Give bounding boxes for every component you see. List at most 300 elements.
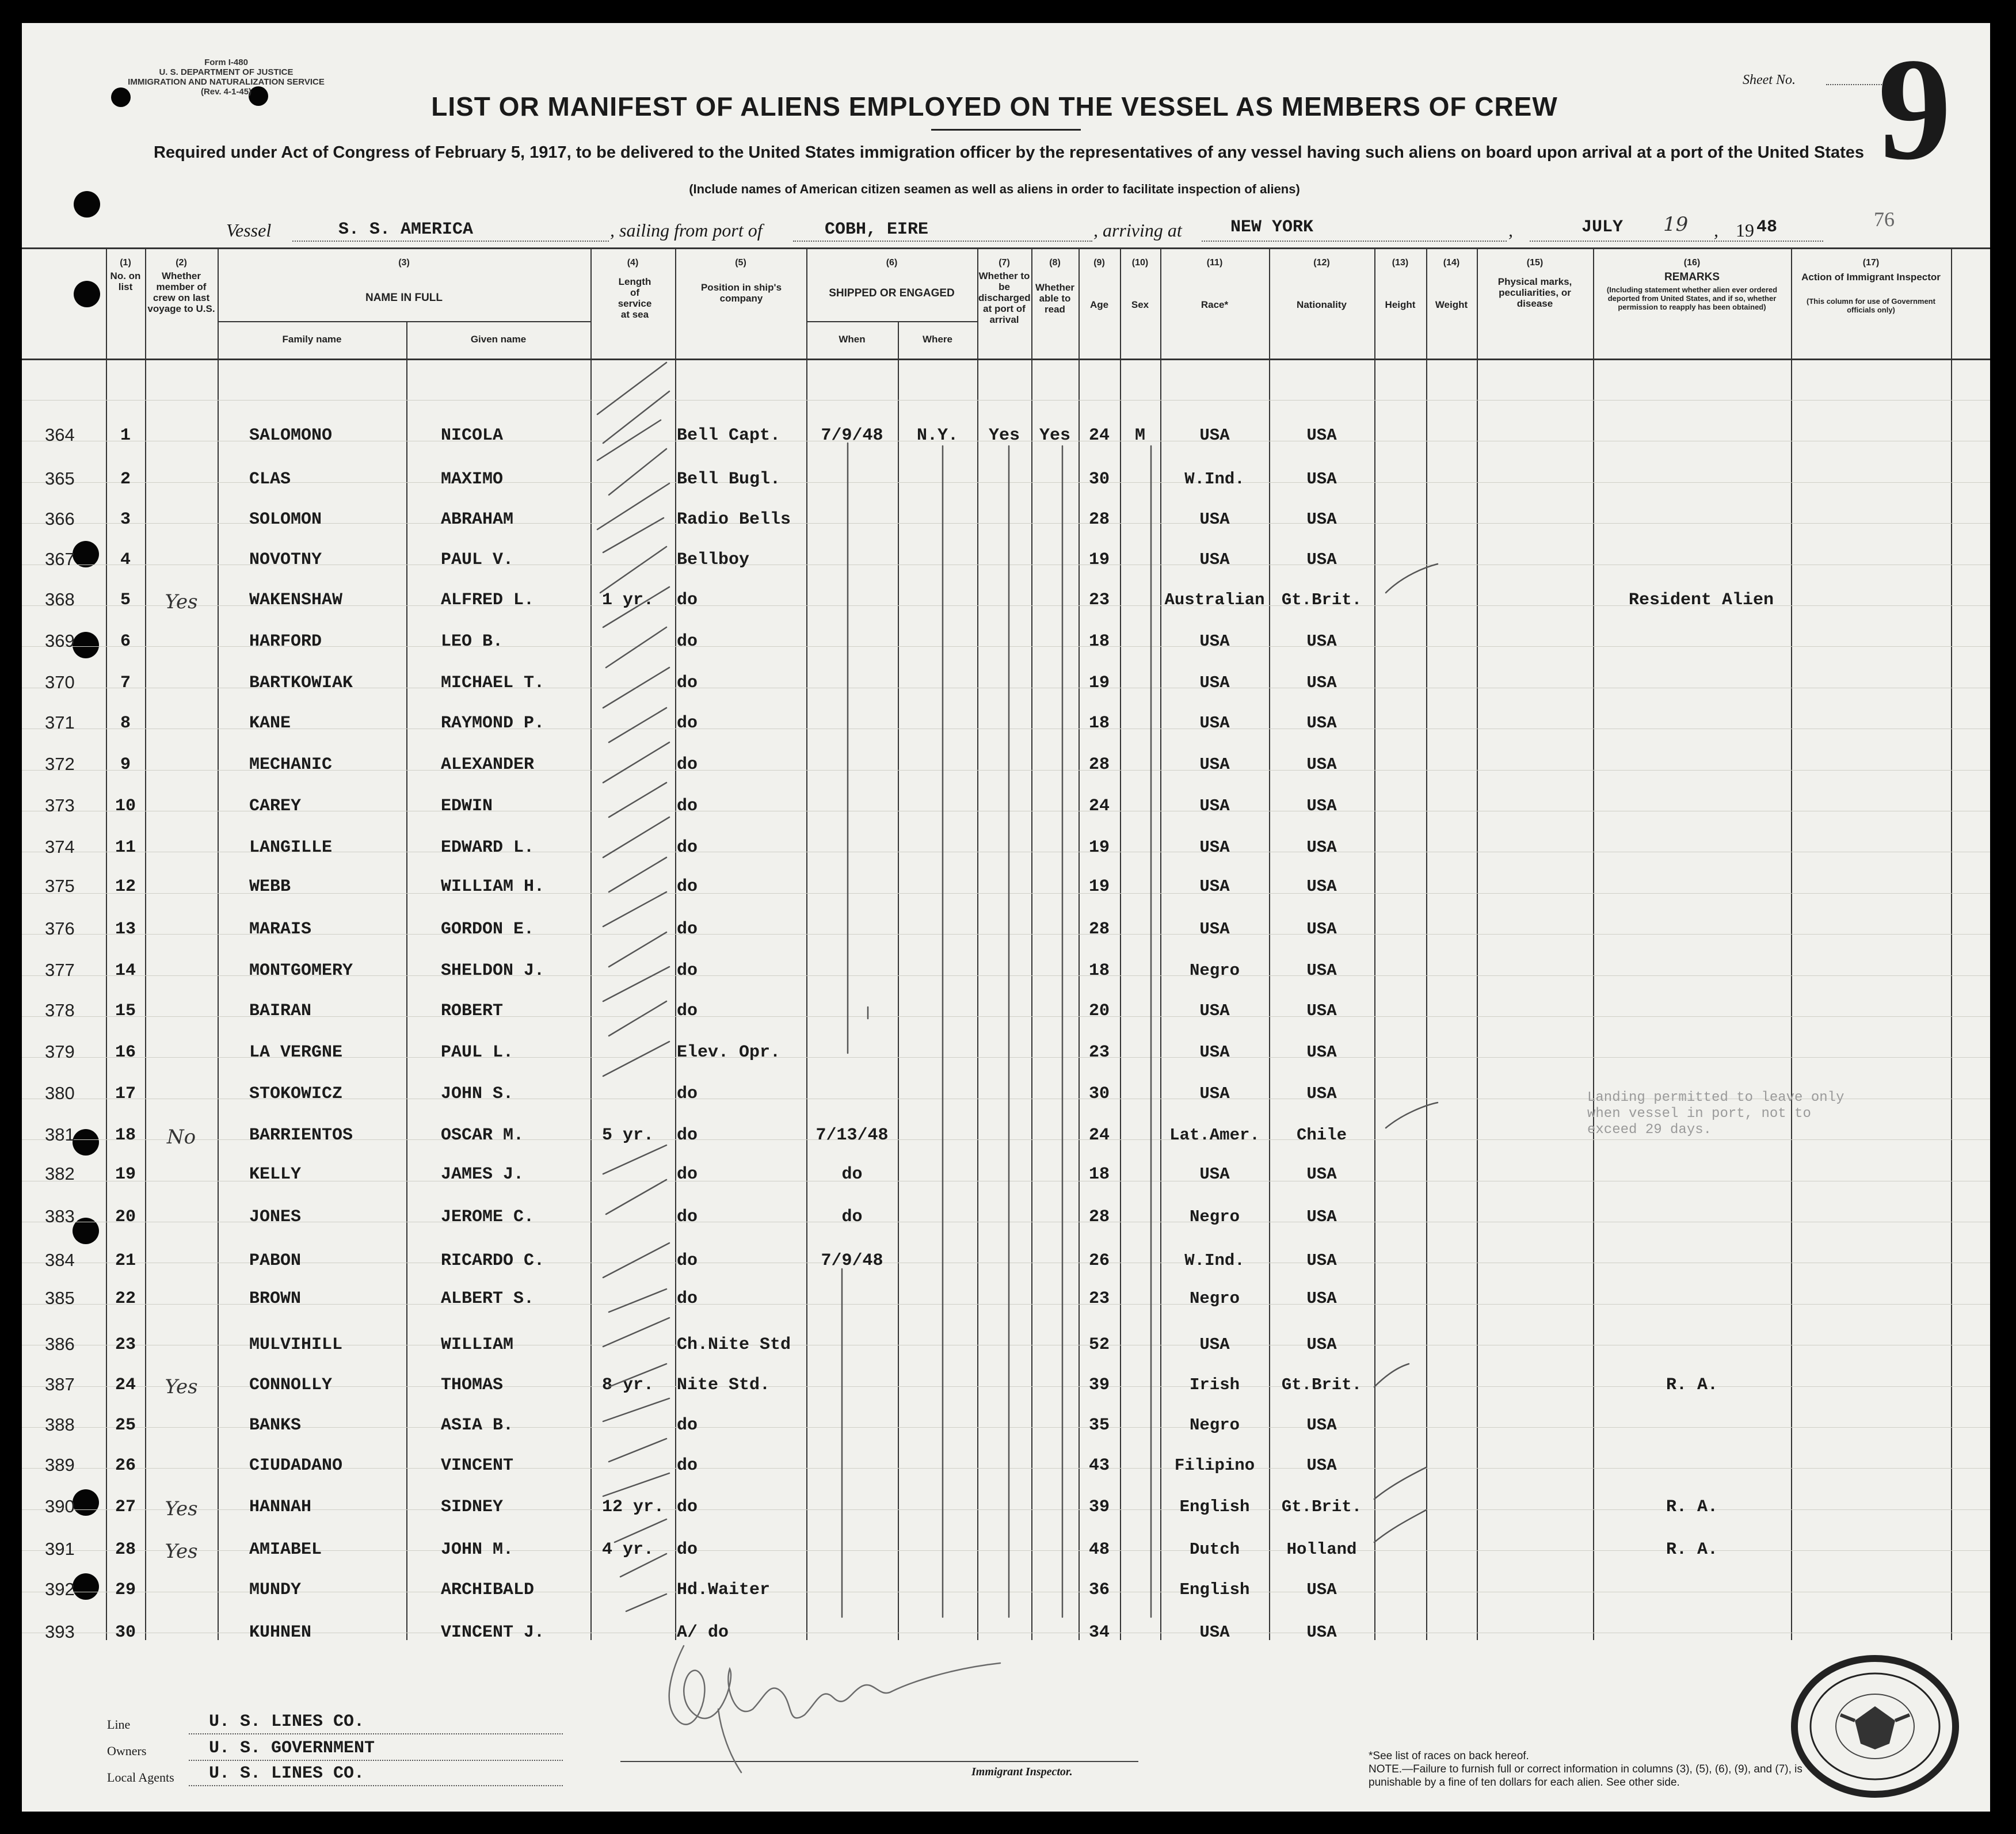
- row-race: Irish: [1189, 1375, 1240, 1394]
- row-no: 7: [120, 673, 131, 693]
- arrival-month: JULY: [1581, 218, 1624, 237]
- row-age: 18: [1088, 632, 1110, 651]
- col-11-number: (11): [1206, 258, 1223, 268]
- row-family: MECHANIC: [249, 755, 333, 775]
- row-given: VINCENT: [441, 1456, 514, 1475]
- row-seq: 388: [45, 1414, 75, 1435]
- row-given: JOHN S.: [441, 1084, 514, 1104]
- row-position: do: [677, 1126, 698, 1145]
- row-no: 21: [115, 1251, 136, 1271]
- row-given: WILLIAM: [441, 1335, 514, 1355]
- row-given: PAUL V.: [441, 550, 514, 570]
- row-family: JONES: [249, 1207, 302, 1227]
- vessel-label: Vessel: [226, 220, 272, 241]
- inspector-signature-icon: [649, 1623, 1017, 1784]
- row-sex: M: [1134, 426, 1145, 445]
- row-age: 18: [1088, 961, 1110, 981]
- row-nationality: USA: [1306, 961, 1337, 980]
- row-no: 23: [115, 1335, 136, 1355]
- row-race: W.Ind.: [1184, 1251, 1245, 1270]
- col-3-number: (3): [398, 258, 410, 268]
- row-position: do: [677, 1497, 698, 1517]
- eagle-seal-icon: [1783, 1646, 1967, 1807]
- row-position: do: [677, 920, 698, 939]
- col-6-number: (6): [886, 258, 898, 268]
- row-nationality: USA: [1306, 877, 1337, 896]
- row-given: SIDNEY: [441, 1497, 504, 1517]
- row-remarks: R. A.: [1666, 1497, 1718, 1517]
- row-given: WILLIAM H.: [441, 877, 545, 897]
- row-age: 34: [1088, 1623, 1110, 1642]
- row-race: USA: [1199, 755, 1230, 774]
- row-no: 13: [115, 920, 136, 939]
- row-no: 4: [120, 550, 131, 570]
- row-discharged: Yes: [988, 426, 1020, 445]
- inspector-label: Immigrant Inspector.: [971, 1766, 1073, 1778]
- sheet-number: 9: [1878, 28, 1952, 190]
- row-family: LA VERGNE: [249, 1043, 343, 1062]
- row-given: JAMES J.: [441, 1165, 524, 1184]
- row-race: USA: [1199, 426, 1230, 445]
- row-family: WEBB: [249, 877, 291, 897]
- row-no: 24: [115, 1375, 136, 1395]
- row-seq: 371: [45, 712, 75, 733]
- row-race: Filipino: [1174, 1456, 1255, 1475]
- row-position: do: [677, 1207, 698, 1227]
- row-no: 5: [120, 590, 131, 610]
- row-position: do: [677, 1165, 698, 1184]
- row-age: 28: [1088, 920, 1110, 939]
- row-no: 3: [120, 510, 131, 529]
- col-8-header: Whether able to read: [1035, 282, 1074, 315]
- row-family: SALOMONO: [249, 426, 333, 445]
- row-given: RICARDO C.: [441, 1251, 545, 1271]
- row-age: 28: [1088, 755, 1110, 775]
- owners-label: Owners: [107, 1744, 147, 1758]
- sailing-port-value: COBH, EIRE: [825, 220, 929, 239]
- row-seq: 369: [45, 631, 75, 651]
- page-title: LIST OR MANIFEST OF ALIENS EMPLOYED ON THE VESSEL AS MEMBERS OF CREW: [431, 91, 1558, 121]
- row-position: Bell Bugl.: [677, 470, 781, 489]
- row-remarks: R. A.: [1666, 1540, 1718, 1560]
- handwritten-marks: [22, 23, 1990, 1812]
- row-given: ALEXANDER: [441, 755, 535, 775]
- row-age: 35: [1088, 1416, 1110, 1435]
- row-nationality: USA: [1306, 632, 1337, 651]
- col-1-header: No. on list: [110, 270, 141, 292]
- row-seq: 379: [45, 1042, 75, 1062]
- row-read: Yes: [1039, 426, 1070, 445]
- row-given: ASIA B.: [441, 1416, 514, 1435]
- row-no: 27: [115, 1497, 136, 1517]
- row-no: 10: [115, 796, 136, 816]
- row-nationality: USA: [1306, 510, 1337, 529]
- row-age: 52: [1088, 1335, 1110, 1355]
- row-family: STOKOWICZ: [249, 1084, 343, 1104]
- row-position: Hd.Waiter: [677, 1580, 771, 1600]
- row-prev: Yes: [165, 1497, 198, 1520]
- row-service: 8 yr.: [602, 1375, 654, 1395]
- row-family: MARAIS: [249, 920, 312, 939]
- row-nationality: USA: [1306, 673, 1337, 692]
- manifest-sheet: [22, 23, 1990, 1812]
- row-no: 29: [115, 1580, 136, 1600]
- row-no: 22: [115, 1289, 136, 1309]
- row-service: 12 yr.: [602, 1497, 665, 1517]
- row-family: HARFORD: [249, 632, 322, 651]
- row-race: Negro: [1189, 961, 1240, 980]
- row-race: Negro: [1189, 1289, 1240, 1308]
- row-given: MICHAEL T.: [441, 673, 545, 693]
- row-family: LANGILLE: [249, 838, 333, 857]
- note-text: —Failure to furnish full or correct information in columns (3), (5), (6), (9), and (7), is punishable by a fine of ten dollars for each alien. See other side.: [1369, 1763, 1802, 1789]
- row-nationality: USA: [1306, 838, 1337, 857]
- line-label: Line: [107, 1717, 131, 1732]
- row-family: BARRIENTOS: [249, 1126, 353, 1145]
- line-dotted: [189, 1733, 563, 1734]
- agents-value: U. S. LINES CO.: [209, 1764, 365, 1783]
- col-4-header: Length of service at sea: [618, 276, 652, 320]
- row-seq: 374: [45, 837, 75, 857]
- row-position: do: [677, 1001, 698, 1021]
- row-no: 2: [120, 470, 131, 489]
- col-16-note: (Including statement whether alien ever ordered deported from United States, and if so, whether permission to reapply has been obtained): [1606, 285, 1778, 311]
- row-family: CLAS: [249, 470, 291, 489]
- row-age: 30: [1088, 470, 1110, 489]
- row-age: 24: [1088, 426, 1110, 445]
- row-seq: 381: [45, 1124, 75, 1145]
- row-age: 19: [1088, 673, 1110, 693]
- col-9-header: Age: [1089, 299, 1109, 310]
- row-family: PABON: [249, 1251, 302, 1271]
- row-nationality: USA: [1306, 1084, 1337, 1103]
- row-race: USA: [1199, 1623, 1230, 1642]
- col-2-header: Whether member of crew on last voyage to U.S.: [147, 270, 215, 314]
- row-race: Lat.Amer.: [1169, 1126, 1260, 1145]
- row-position: do: [677, 1540, 698, 1560]
- row-nationality: USA: [1306, 1165, 1337, 1184]
- col-10-number: (10): [1131, 258, 1149, 268]
- row-age: 26: [1088, 1251, 1110, 1271]
- comma-separator: ,: [1508, 220, 1513, 241]
- row-nationality: Gt.Brit.: [1281, 1375, 1362, 1394]
- row-race: English: [1179, 1580, 1250, 1599]
- row-seq: 390: [45, 1496, 75, 1516]
- row-given: EDWIN: [441, 796, 493, 816]
- row-seq: 382: [45, 1164, 75, 1184]
- row-given: JOHN M.: [441, 1540, 514, 1560]
- row-seq: 383: [45, 1206, 75, 1226]
- row-nationality: USA: [1306, 920, 1337, 939]
- row-no: 16: [115, 1043, 136, 1062]
- col-8-number: (8): [1049, 258, 1061, 268]
- row-nationality: USA: [1306, 1289, 1337, 1308]
- col-7-number: (7): [999, 258, 1010, 268]
- col-17-header: Action of Immigrant Inspector: [1801, 272, 1941, 283]
- row-age: 23: [1088, 590, 1110, 610]
- row-seq: 373: [45, 795, 75, 815]
- vessel-value: S. S. AMERICA: [338, 220, 474, 239]
- row-prev: No: [166, 1126, 196, 1149]
- col-7-header: Whether to be discharged at port of arrival: [978, 270, 1031, 325]
- row-family: SOLOMON: [249, 510, 322, 529]
- row-nationality: USA: [1306, 470, 1337, 489]
- col-17-number: (17): [1862, 258, 1880, 268]
- row-race: Negro: [1189, 1207, 1240, 1226]
- col-1-number: (1): [120, 258, 131, 268]
- comma-separator: ,: [1714, 220, 1718, 241]
- row-age: 18: [1088, 1165, 1110, 1184]
- row-position: do: [677, 1289, 698, 1309]
- row-seq: 377: [45, 960, 75, 980]
- form-identifier: Form I-480 U. S. DEPARTMENT OF JUSTICE IMMIGRATION AND NATURALIZATION SERVICE (Rev. 4-1-45): [128, 58, 325, 97]
- row-family: NOVOTNY: [249, 550, 322, 570]
- landing-stamp-note: Landing permitted to leave only when vessel in port, not to exceed 29 days.: [1587, 1090, 1844, 1138]
- col-14-header: Weight: [1435, 299, 1468, 310]
- row-given: PAUL L.: [441, 1043, 514, 1062]
- given-name-header: Given name: [470, 334, 527, 345]
- row-age: 30: [1088, 1084, 1110, 1104]
- row-no: 11: [115, 838, 136, 857]
- row-position: A/ do: [677, 1623, 729, 1642]
- col-15-number: (15): [1526, 258, 1544, 268]
- row-given: OSCAR M.: [441, 1126, 524, 1145]
- row-no: 15: [115, 1001, 136, 1021]
- row-no: 14: [115, 961, 136, 981]
- row-nationality: USA: [1306, 755, 1337, 774]
- page-subnote: (Include names of American citizen seamen as well as aliens in order to facilitate inspection of aliens): [689, 182, 1300, 196]
- row-given: ABRAHAM: [441, 510, 514, 529]
- col-5-header: Position in ship's company: [700, 282, 782, 304]
- row-nationality: Gt.Brit.: [1281, 590, 1362, 609]
- row-seq: 392: [45, 1579, 75, 1599]
- row-race: USA: [1199, 920, 1230, 939]
- row-race: English: [1179, 1497, 1250, 1516]
- races-note: *See list of races on back hereof.: [1369, 1750, 1529, 1762]
- row-race: USA: [1199, 632, 1230, 651]
- row-nationality: USA: [1306, 550, 1337, 569]
- row-service: 5 yr.: [602, 1126, 654, 1145]
- col-5-number: (5): [735, 258, 746, 268]
- row-seq: 386: [45, 1334, 75, 1354]
- row-position: Bell Capt.: [677, 426, 781, 445]
- row-age: 18: [1088, 714, 1110, 733]
- row-family: BAIRAN: [249, 1001, 312, 1021]
- line-value: U. S. LINES CO.: [209, 1712, 365, 1732]
- row-position: do: [677, 1456, 698, 1475]
- row-race: Dutch: [1189, 1540, 1240, 1559]
- row-race: USA: [1199, 1084, 1230, 1103]
- row-age: 39: [1088, 1497, 1110, 1517]
- row-seq: 376: [45, 918, 75, 939]
- row-prev: Yes: [165, 1375, 198, 1398]
- row-seq: 366: [45, 509, 75, 529]
- col-6-header: SHIPPED OR ENGAGED: [829, 287, 955, 299]
- agents-label: Local Agents: [107, 1770, 174, 1785]
- arrival-port-value: NEW YORK: [1230, 218, 1314, 237]
- row-prev: Yes: [165, 590, 198, 613]
- row-age: 43: [1088, 1456, 1110, 1475]
- row-service: 4 yr.: [602, 1540, 654, 1560]
- row-seq: 384: [45, 1250, 75, 1270]
- row-nationality: Holland: [1286, 1540, 1357, 1559]
- row-age: 24: [1088, 796, 1110, 816]
- row-family: CIUDADANO: [249, 1456, 343, 1475]
- row-family: MULVIHILL: [249, 1335, 343, 1355]
- row-no: 9: [120, 755, 131, 775]
- note-prefix: NOTE.: [1369, 1763, 1403, 1775]
- row-race: W.Ind.: [1184, 470, 1245, 489]
- col-3-header: NAME IN FULL: [365, 292, 443, 304]
- row-seq: 370: [45, 672, 75, 692]
- row-age: 39: [1088, 1375, 1110, 1395]
- row-race: Australian: [1164, 590, 1265, 609]
- shipped-when-header: When: [839, 334, 866, 345]
- row-seq: 380: [45, 1083, 75, 1103]
- row-nationality: USA: [1306, 1623, 1337, 1642]
- row-family: KELLY: [249, 1165, 302, 1184]
- arrival-year: 48: [1756, 218, 1778, 237]
- row-age: 19: [1088, 550, 1110, 570]
- row-position: do: [677, 1251, 698, 1271]
- row-family: BANKS: [249, 1416, 302, 1435]
- row-nationality: USA: [1306, 426, 1337, 445]
- row-seq: 367: [45, 549, 75, 569]
- col-14-number: (14): [1443, 258, 1460, 268]
- row-race: USA: [1199, 796, 1230, 815]
- row-age: 19: [1088, 877, 1110, 897]
- row-position: do: [677, 673, 698, 693]
- row-age: 20: [1088, 1001, 1110, 1021]
- agents-dotted: [189, 1785, 563, 1786]
- row-no: 30: [115, 1623, 136, 1642]
- footer-note: [1369, 1749, 1840, 1789]
- row-family: KUHNEN: [249, 1623, 312, 1642]
- row-age: 19: [1088, 838, 1110, 857]
- row-given: ALFRED L.: [441, 590, 535, 610]
- row-age: 48: [1088, 1540, 1110, 1560]
- row-position: do: [677, 1084, 698, 1104]
- row-age: 28: [1088, 1207, 1110, 1227]
- col-12-header: Nationality: [1297, 299, 1347, 310]
- row-position: Nite Std.: [677, 1375, 771, 1395]
- col-12-number: (12): [1313, 258, 1330, 268]
- row-race: USA: [1199, 877, 1230, 896]
- row-position: do: [677, 796, 698, 816]
- col-16-number: (16): [1683, 258, 1701, 268]
- row-seq: 385: [45, 1288, 75, 1308]
- row-position: do: [677, 877, 698, 897]
- service-ditto-strokes-2: [603, 1145, 669, 1611]
- row-no: 1: [120, 426, 131, 445]
- row-race: USA: [1199, 550, 1230, 569]
- row-nationality: USA: [1306, 1416, 1337, 1435]
- row-given: NICOLA: [441, 426, 504, 445]
- col-13-number: (13): [1392, 258, 1409, 268]
- row-given: LEO B.: [441, 632, 504, 651]
- row-race: USA: [1199, 714, 1230, 733]
- row-family: HANNAH: [249, 1497, 312, 1517]
- arrival-year-prefix: 19: [1736, 220, 1754, 241]
- row-family: WAKENSHAW: [249, 590, 343, 610]
- row-age: 23: [1088, 1043, 1110, 1062]
- row-nationality: USA: [1306, 1335, 1337, 1354]
- sheet-label: Sheet No.: [1743, 73, 1796, 87]
- row-given: RAYMOND P.: [441, 714, 545, 733]
- row-given: ROBERT: [441, 1001, 504, 1021]
- row-position: Ch.Nite Std: [677, 1335, 791, 1355]
- row-given: THOMAS: [441, 1375, 504, 1395]
- row-position: do: [677, 632, 698, 651]
- row-race: USA: [1199, 510, 1230, 529]
- row-seq: 364: [45, 425, 75, 445]
- col-11-header: Race*: [1201, 299, 1229, 310]
- family-name-header: Family name: [282, 334, 342, 345]
- row-nationality: USA: [1306, 1001, 1337, 1020]
- row-family: CONNOLLY: [249, 1375, 333, 1395]
- row-no: 20: [115, 1207, 136, 1227]
- row-position: do: [677, 755, 698, 775]
- row-race: Negro: [1189, 1416, 1240, 1435]
- row-position: do: [677, 961, 698, 981]
- row-no: 19: [115, 1165, 136, 1184]
- row-remarks: Resident Alien: [1629, 590, 1774, 610]
- row-race: USA: [1199, 1165, 1230, 1184]
- row-family: AMIABEL: [249, 1540, 322, 1560]
- row-when: 7/9/48: [821, 1251, 883, 1271]
- row-position: do: [677, 1416, 698, 1435]
- row-family: BARTKOWIAK: [249, 673, 353, 693]
- row-age: 36: [1088, 1580, 1110, 1600]
- row-given: MAXIMO: [441, 470, 504, 489]
- row-given: EDWARD L.: [441, 838, 535, 857]
- col-4-number: (4): [627, 258, 639, 268]
- row-nationality: USA: [1306, 1043, 1337, 1062]
- row-nationality: Chile: [1296, 1126, 1347, 1145]
- row-age: 23: [1088, 1289, 1110, 1309]
- row-age: 24: [1088, 1126, 1110, 1145]
- sheet-reference: 76: [1874, 208, 1895, 231]
- row-nationality: USA: [1306, 714, 1337, 733]
- row-seq: 389: [45, 1455, 75, 1475]
- row-given: JEROME C.: [441, 1207, 535, 1227]
- col-17-note: (This column for use of Government officials only): [1807, 297, 1935, 314]
- row-service: 1 yr.: [602, 590, 654, 610]
- row-race: USA: [1199, 1001, 1230, 1020]
- row-nationality: USA: [1306, 796, 1337, 815]
- page-subtitle: Required under Act of Congress of February 5, 1917, to be delivered to the United States immigration officer by the representatives of any vessel having such aliens on board upon arrival at a port of the United States: [153, 143, 1865, 162]
- row-no: 18: [115, 1126, 136, 1145]
- row-race: USA: [1199, 838, 1230, 857]
- row-race: USA: [1199, 1043, 1230, 1062]
- row-remarks: R. A.: [1666, 1375, 1718, 1395]
- row-where: N.Y.: [916, 426, 958, 445]
- row-seq: 391: [45, 1539, 75, 1559]
- row-nationality: USA: [1306, 1251, 1337, 1270]
- row-seq: 378: [45, 1000, 75, 1020]
- owners-value: U. S. GOVERNMENT: [209, 1738, 375, 1758]
- row-when: do: [841, 1207, 863, 1227]
- row-seq: 387: [45, 1374, 75, 1394]
- row-no: 25: [115, 1416, 136, 1435]
- row-no: 12: [115, 877, 136, 897]
- row-no: 6: [120, 632, 131, 651]
- owners-dotted: [189, 1760, 563, 1761]
- arriving-label: , arriving at: [1093, 220, 1182, 241]
- row-given: ARCHIBALD: [441, 1580, 535, 1600]
- row-family: BROWN: [249, 1289, 302, 1309]
- row-nationality: USA: [1306, 1456, 1337, 1475]
